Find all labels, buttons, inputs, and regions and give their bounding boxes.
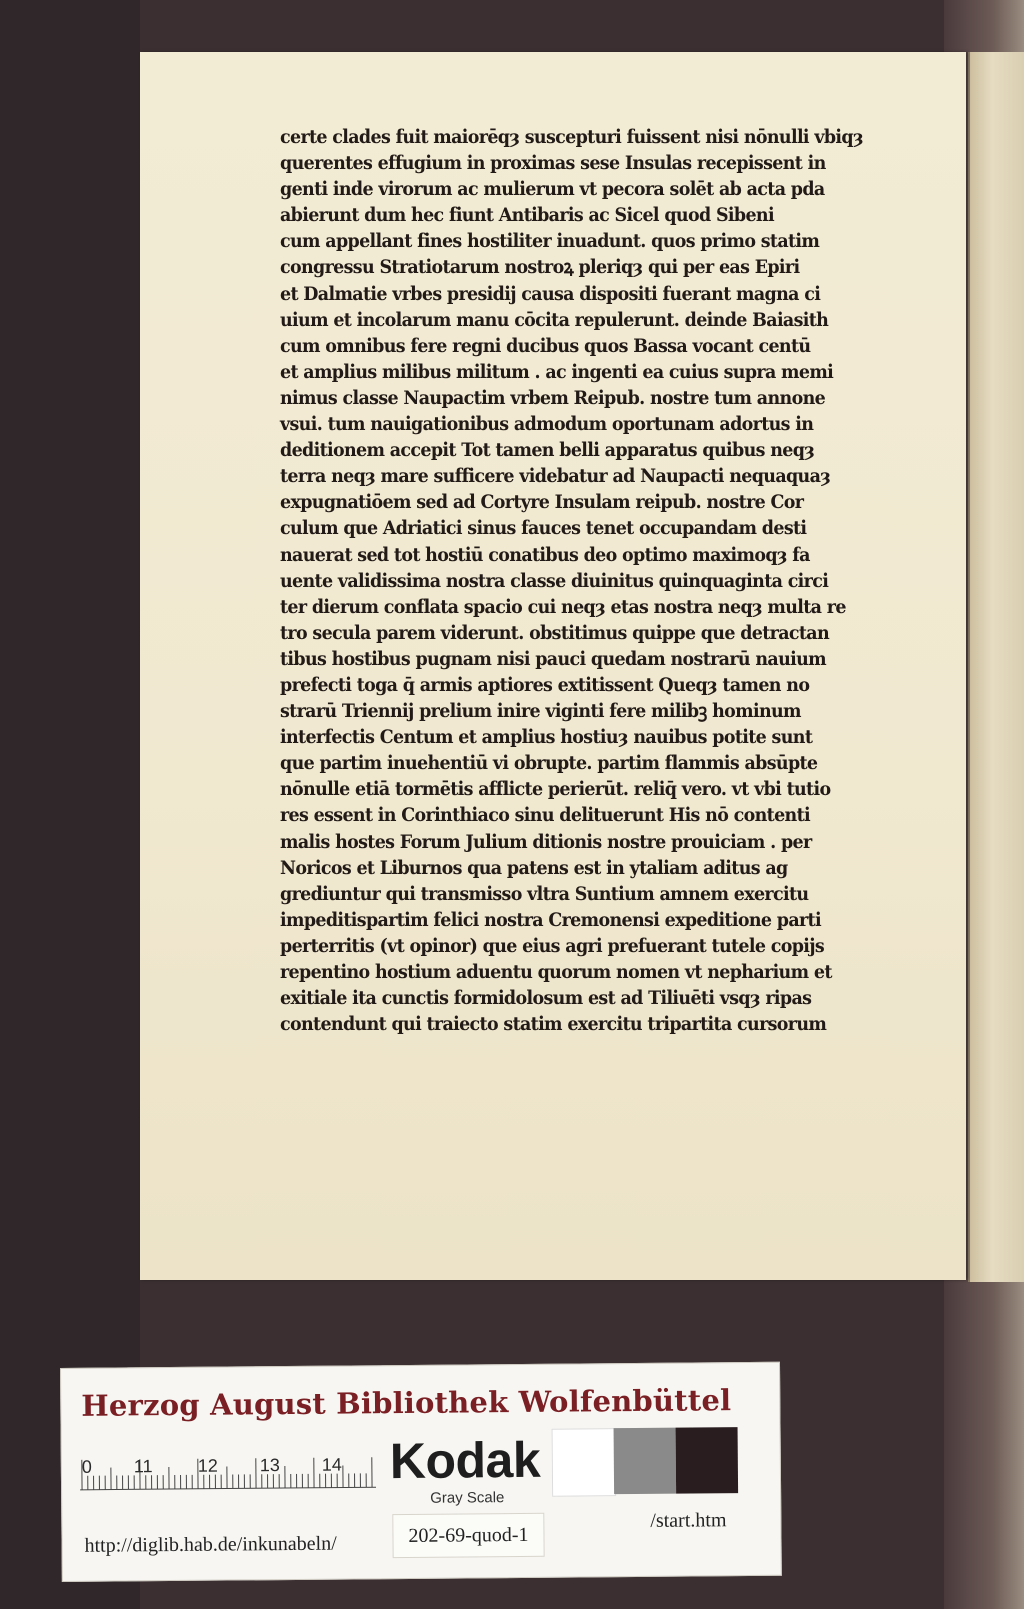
text-line: grediuntur qui transmisso vltra Suntium amnem exercitu bbox=[280, 883, 809, 905]
gray-swatch-white bbox=[552, 1428, 617, 1497]
text-line: Noricos et Liburnos qua patens est in ytaliam aditus ag bbox=[280, 857, 788, 879]
shelfmark-text: 202-69-quod-1 bbox=[408, 1523, 529, 1547]
text-line: congressu Stratiotarum nostroꝝ pleriqȝ qui per eas Epiri bbox=[280, 257, 800, 279]
text-line: ter dierum conflata spacio cui neqȝ etas nostra neqȝ multa re bbox=[280, 596, 846, 618]
text-line: certe clades fuit maiorēqȝ suscepturi fuissent nisi nōnulli vbiqȝ bbox=[280, 127, 863, 148]
text-line: et amplius milibus militum . ac ingenti ea cuius supra memi bbox=[280, 361, 834, 383]
ruler-label: 11 bbox=[133, 1456, 153, 1477]
text-line: culum que Adriatici sinus fauces tenet occupandam desti bbox=[280, 518, 807, 540]
text-line: nauerat sed tot hostiū conatibus deo optimo maximoqȝ fa bbox=[280, 544, 810, 566]
text-line: strarū Triennij prelium inire viginti fere milibꝫ hominum bbox=[280, 701, 801, 723]
ruler-label: 13 bbox=[259, 1455, 280, 1476]
text-line: que partim inuehentiū vi obrupte. partim flammis absūpte bbox=[280, 753, 818, 775]
text-line: exitiale ita cunctis formidolosum est ad Tiliuēti vsqȝ ripas bbox=[280, 988, 812, 1010]
text-line: cum omnibus fere regni ducibus quos Bassa vocant centū bbox=[280, 335, 811, 357]
source-url-prefix: http://diglib.hab.de/inkunabeln/ bbox=[84, 1532, 337, 1557]
text-line: uium et incolarum manu cōcita repulerunt. deinde Baiasith bbox=[280, 309, 829, 331]
adjacent-page-edge bbox=[968, 52, 1024, 1282]
gray-swatch-dark bbox=[676, 1427, 739, 1494]
page-text-block bbox=[280, 125, 863, 1038]
text-line: prefecti toga q̄ armis aptiores extitissent Queqȝ tamen no bbox=[280, 674, 810, 696]
text-line: abierunt dum hec fiunt Antibaris ac Sicel quod Sibeni bbox=[280, 205, 774, 227]
text-line: cum appellant fines hostiliter inuadunt. quos primo statim bbox=[280, 231, 820, 253]
text-line: tro secula parem viderunt. obstitimus quippe que detractan bbox=[280, 622, 830, 644]
text-line: impeditispartim felici nostra Cremonensi expeditione parti bbox=[280, 909, 821, 931]
text-line: nimus classe Naupactim vrbem Reipub. nostre tum annone bbox=[280, 387, 826, 409]
text-line: expugnatiōem sed ad Cortyre Insulam reipub. nostre Cor bbox=[280, 492, 804, 514]
source-url-suffix: /start.htm bbox=[650, 1509, 727, 1532]
text-line: contendunt qui traiecto statim exercitu tripartita cursorum bbox=[280, 1014, 827, 1036]
library-label-card bbox=[60, 1362, 782, 1582]
kodak-logo: Kodak bbox=[389, 1431, 541, 1490]
ruler-label: 14 bbox=[321, 1454, 342, 1475]
shelfmark-box bbox=[392, 1513, 544, 1558]
text-line: uente validissima nostra classe diuinitus quinquaginta circi bbox=[280, 570, 829, 592]
ruler-label: 0 bbox=[81, 1456, 92, 1477]
text-line: genti inde virorum ac mulierum vt pecora solēt ab acta pda bbox=[280, 179, 825, 201]
library-title: Herzog August Bibliothek Wolfenbüttel bbox=[81, 1383, 732, 1423]
manuscript-page bbox=[140, 52, 966, 1280]
text-line: tibus hostibus pugnam nisi pauci quedam nostrarū nauium bbox=[280, 648, 827, 670]
text-line: deditionem accepit Tot tamen belli apparatus quibus neqȝ bbox=[280, 440, 815, 462]
text-line: nōnulle etiā tormētis afflicte perierūt. reliq̄ vero. vt vbi tutio bbox=[280, 779, 831, 801]
text-line: res essent in Corinthiaco sinu delituerunt His nō contenti bbox=[280, 805, 810, 827]
gray-swatch-mid bbox=[614, 1428, 677, 1495]
text-line: querentes effugium in proximas sese Insulas recepissent in bbox=[280, 153, 826, 175]
text-line: vsui. tum nauigationibus admodum oportunam adortus in bbox=[280, 414, 814, 436]
text-line: repentino hostium aduentu quorum nomen vt nepharium et bbox=[280, 962, 832, 983]
text-line: malis hostes Forum Julium ditionis nostre prouiciam . per bbox=[280, 831, 812, 853]
ruler-label: 12 bbox=[197, 1455, 218, 1476]
text-line: et Dalmatie vrbes presidij causa dispositi fuerant magna ci bbox=[280, 283, 821, 305]
text-line: interfectis Centum et amplius hostiuȝ nauibus potite sunt bbox=[280, 727, 813, 749]
text-line: perterritis (vt opinor) que eius agri prefuerant tutele copijs bbox=[280, 935, 825, 957]
gray-scale-label: Gray Scale bbox=[430, 1489, 505, 1507]
text-line: terra neqȝ mare sufficere videbatur ad Naupacti nequaquaȝ bbox=[280, 466, 831, 488]
